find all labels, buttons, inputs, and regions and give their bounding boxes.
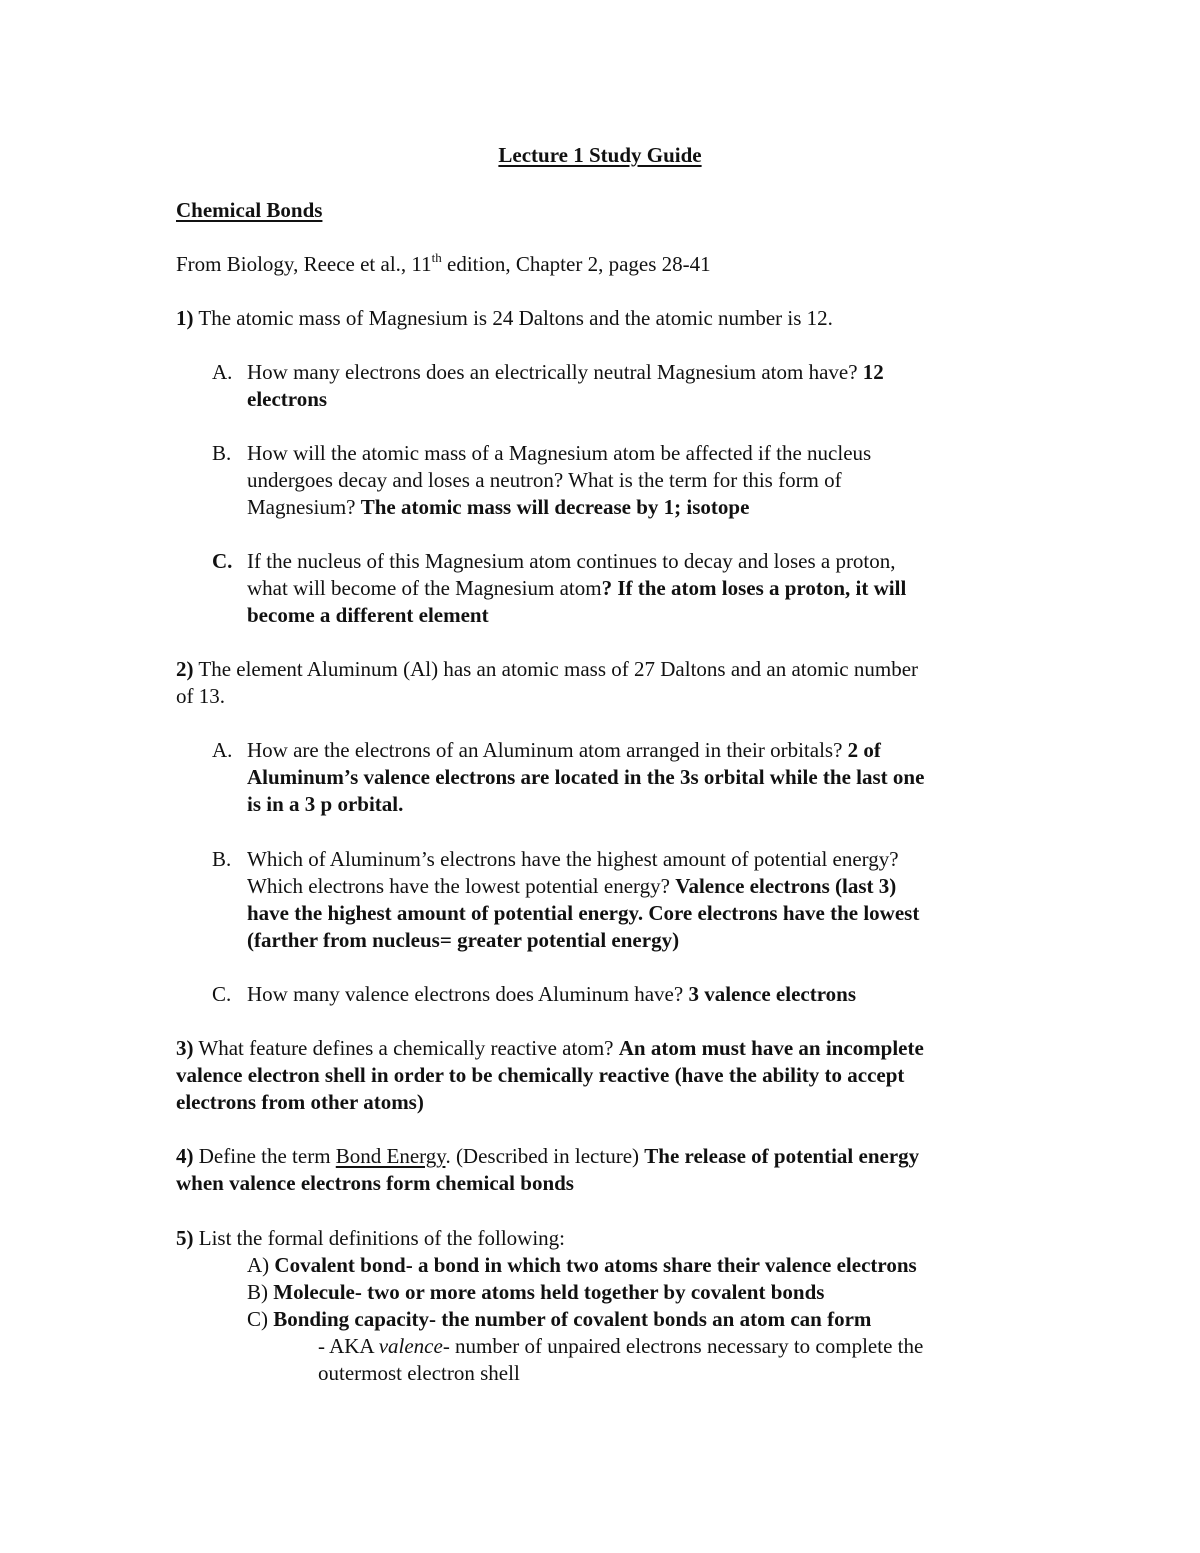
question-3: 3) What feature defines a chemically reactive atom? An atom must have an incomplete (176, 1036, 924, 1060)
question-2-line-2: of 13. (176, 684, 225, 708)
q2-b-answer-line-2: (farther from nucleus= greater potential energy) (247, 928, 680, 952)
q2-a-question: How are the electrons of an Aluminum atom arranged in their orbitals? 2 of (247, 738, 881, 762)
q4-answer: when valence electrons form chemical bonds (176, 1171, 574, 1195)
q1-c-answer: become a different element (247, 603, 489, 627)
q2-b-question-line-2: Which electrons have the lowest potential energy? Valence electrons (last 3) (247, 874, 897, 898)
q2-c-marker: C. (212, 982, 232, 1006)
question-5: 5) List the formal definitions of the following: (176, 1226, 566, 1250)
q1-b-question-line-1: How will the atomic mass of a Magnesium atom be affected if the nucleus (247, 441, 872, 465)
question-4: 4) Define the term Bond Energy. (Described in lecture) The release of potential energy (176, 1144, 920, 1168)
q2-b-answer-line-1: have the highest amount of potential energy. Core electrons have the lowest (247, 901, 920, 925)
q5-c-definition: C) Bonding capacity- the number of covalent bonds an atom can form (247, 1307, 872, 1331)
page-title: Lecture 1 Study Guide (498, 143, 702, 167)
q2-a-marker: A. (212, 738, 233, 762)
q2-b-marker: B. (212, 847, 232, 871)
q3-answer-line-2: electrons from other atoms) (176, 1090, 424, 1114)
q5-c-note-line-1: - AKA valence- number of unpaired electrons necessary to complete the (318, 1334, 924, 1358)
q2-a-answer-line-2: is in a 3 p orbital. (247, 792, 404, 816)
q5-c-note-line-2: outermost electron shell (318, 1361, 520, 1385)
q1-c-question-line-2: what will become of the Magnesium atom? If the atom loses a proton, it will (247, 576, 907, 600)
q1-b-question-line-3: Magnesium? The atomic mass will decrease by 1; isotope (247, 495, 750, 519)
q2-b-question-line-1: Which of Aluminum’s electrons have the highest amount of potential energy? (247, 847, 899, 871)
question-1: 1) The atomic mass of Magnesium is 24 Daltons and the atomic number is 12. (176, 306, 833, 330)
q1-b-question-line-2: undergoes decay and loses a neutron? What is the term for this form of (247, 468, 842, 492)
q1-c-question-line-1: If the nucleus of this Magnesium atom continues to decay and loses a proton, (247, 549, 896, 573)
q5-b-definition: B) Molecule- two or more atoms held together by covalent bonds (247, 1280, 825, 1304)
question-2: 2) The element Aluminum (Al) has an atomic mass of 27 Daltons and an atomic number (176, 657, 919, 681)
q1-a-question: How many electrons does an electrically neutral Magnesium atom have? 12 (247, 360, 884, 384)
q1-b-marker: B. (212, 441, 232, 465)
q2-a-answer-line-1: Aluminum’s valence electrons are located in the 3s orbital while the last one (247, 765, 925, 789)
q1-a-answer: electrons (247, 387, 328, 411)
q5-a-definition: A) Covalent bond- a bond in which two atoms share their valence electrons (247, 1253, 917, 1277)
q3-answer-line-1: valence electron shell in order to be chemically reactive (have the ability to accept (176, 1063, 905, 1087)
q2-c-question: How many valence electrons does Aluminum have? 3 valence electrons (247, 982, 857, 1006)
section-heading: Chemical Bonds (176, 198, 323, 222)
q1-c-marker: C. (212, 549, 233, 573)
source-reference: From Biology, Reece et al., 11th edition, Chapter 2, pages 28-41 (176, 250, 711, 276)
q1-a-marker: A. (212, 360, 233, 384)
